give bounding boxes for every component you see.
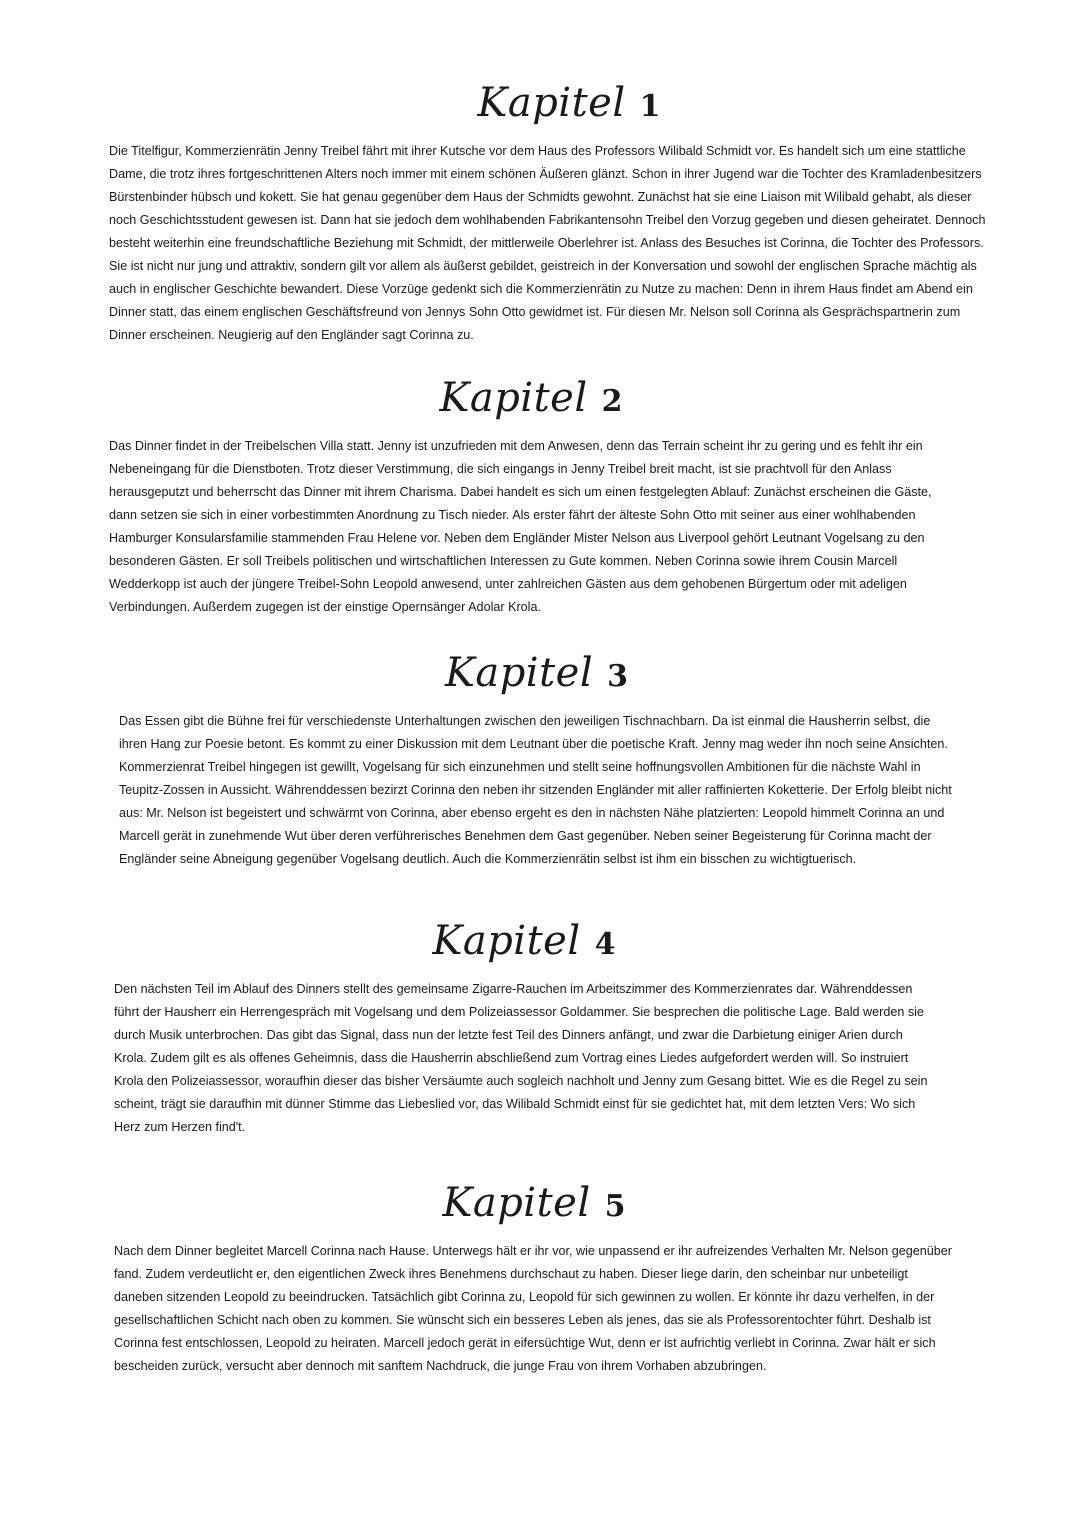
chapter-1 xyxy=(109,80,999,347)
chapter-1-text: Die Titelfigur, Kommerzienrätin Jenny Treibel fährt mit ihrer Kutsche vor dem Haus des Professors Wilibald Schmidt vor. Es handelt sich um eine stattliche Dame, die trotz ihres fortgeschrittenen Alters noch immer mit einem schönen Äußeren glänzt. Schon in ihrer Jugend war die Tochter des Kramladenbesitzers Bürstenbinder hübsch und kokett. Sie hat genau gegenüber dem Haus der Schmidts gewohnt. Zunächst hat sie eine Liaison mit Wilibald gehabt, als dieser noch Geschichtsstudent gewesen ist. Dann hat sie jedoch dem wohlhabenden Fabrikantensohn Treibel den Vorzug gegeben und diesen geheiratet. Dennoch besteht weiterhin eine freundschaftliche Beziehung mit Schmidt, der mittlerweile Oberlehrer ist. Anlass des Besuches ist Corinna, die Tochter des Professors. Sie ist nicht nur jung und attraktiv, sondern gilt vor allem als äußerst gebildet, geistreich in der Konversation und sowohl der englischen Sprache mächtig als auch in englischer Geschichte bewandert. Diese Vorzüge gedenkt sich die Kommerzienrätin zu Nutze zu machen: Denn in ihrem Haus findet am Abend ein Dinner statt, das einem englischen Geschäftsfreund von Jennys Sohn Otto gewidmet ist. Für diesen Mr. Nelson soll Corinna als Gesprächspartnerin zum Dinner erscheinen. Neugierig auf den Engländer sagt Corinna zu. xyxy=(109,144,986,342)
chapter-4-heading xyxy=(114,918,934,978)
chapter-heading-number: 2 xyxy=(601,384,623,419)
chapter-heading-word: Kapitel xyxy=(442,1180,591,1226)
chapter-4 xyxy=(114,918,934,1139)
chapter-heading-number: 1 xyxy=(639,89,661,124)
chapter-2 xyxy=(109,375,949,619)
chapter-5-heading xyxy=(114,1180,954,1240)
chapter-5 xyxy=(114,1180,954,1378)
chapter-heading-word: Kapitel xyxy=(477,80,626,126)
chapter-5-text: Nach dem Dinner begleitet Marcell Corinna nach Hause. Unterwegs hält er ihr vor, wie unpassend er ihr aufreizendes Verhalten Mr. Nelson gegenüber fand. Zudem verdeutlicht er, den eigentlichen Zweck ihres Benehmens durchschaut zu haben. Dieser liege darin, den scheinbar nur unbeteiligt daneben sitzenden Leopold zu beeindrucken. Tatsächlich gibt Corinna zu, Leopold für sich gewinnen zu wollen. Er könnte ihr dazu verhelfen, in der gesellschaftlichen Schicht nach oben zu kommen. Sie wünscht sich ein besseres Leben als jenes, das sie als Professorentochter führt. Deshalb ist Corinna fest entschlossen, Leopold zu heiraten. Marcell jedoch gerät in eifersüchtige Wut, denn er ist aufrichtig verliebt in Corinna. Zwar hält er sich bescheiden zurück, versucht aber dennoch mit sanftem Nachdruck, die junge Frau von ihrem Vorhaben abzubringen. xyxy=(114,1244,952,1373)
chapter-2-heading xyxy=(109,375,949,435)
chapter-2-text: Das Dinner findet in der Treibelschen Villa statt. Jenny ist unzufrieden mit dem Anwesen, denn das Terrain scheint ihr zu gering und es fehlt ihr ein Nebeneingang für die Dienstboten. Trotz dieser Verstimmung, die sich eingangs in Jenny Treibel breit macht, ist sie prachtvoll für den Anlass herausgeputzt und beherrscht das Dinner mit ihrem Charisma. Dabei handelt es sich um einen festgelegten Ablauf: Zunächst erscheinen die Gäste, dann setzen sie sich in einer vorbestimmten Anordnung zu Tisch nieder. Als erster fährt der älteste Sohn Otto mit seiner aus einer wohlhabenden Hamburger Konsularsfamilie stammenden Frau Helene vor. Neben dem Engländer Mister Nelson aus Liverpool gehört Leutnant Vogelsang zu den besonderen Gästen. Er soll Treibels politischen und wirtschaftlichen Interessen zu Gute kommen. Neben Corinna sowie ihrem Cousin Marcell Wedderkopp ist auch der jüngere Treibel-Sohn Leopold anwesend, unter zahlreichen Gästen aus dem gehobenen Bürgertum oder mit adeligen Verbindungen. Außerdem zugegen ist der einstige Opernsänger Adolar Krola. xyxy=(109,439,932,614)
chapter-heading-word: Kapitel xyxy=(444,650,594,696)
chapter-heading-word: Kapitel xyxy=(439,375,588,421)
chapter-3 xyxy=(119,650,954,871)
chapter-3-heading xyxy=(119,650,954,710)
chapter-heading-number: 4 xyxy=(594,927,616,962)
chapter-3-text: Das Essen gibt die Bühne frei für verschiedenste Unterhaltungen zwischen den jeweiligen Tischnachbarn. Da ist einmal die Hausherrin selbst, die ihren Hang zur Poesie betont. Es kommt zu einer Diskussion mit dem Leutnant über die poetische Kraft. Jenny mag weder ihn noch seine Ansichten. Kommerzienrat Treibel hingegen ist gewillt, Vogelsang für sich einzunehmen und stellt seine hoffnungsvollen Ambitionen für die nächste Wahl in Teupitz-Zossen in Aussicht. Währenddessen bezirzt Corinna den neben ihr sitzenden Engländer mit aller raffinierten Koketterie. Der Erfolg bleibt nicht aus: Mr. Nelson ist begeistert und schwärmt von Corinna, aber ebenso ergeht es den in nächsten Nähe platzierten: Leopold himmelt Corinna an und Marcell gerät in zunehmende Wut über deren verführerisches Benehmen dem Gast gegenüber. Neben seiner Begeisterung für Corinna macht der Engländer seine Abneigung gegenüber Vogelsang deutlich. Auch die Kommerzienrätin selbst ist ihm ein bisschen zu wichtigtuerisch. xyxy=(119,714,952,866)
chapter-heading-number: 3 xyxy=(607,659,629,694)
chapter-heading-number: 5 xyxy=(604,1189,626,1224)
chapter-heading-word: Kapitel xyxy=(432,918,581,964)
chapter-4-text: Den nächsten Teil im Ablauf des Dinners stellt des gemeinsame Zigarre-Rauchen im Arbeitszimmer des Kommerzienrates dar. Währenddessen führt der Hausherr ein Herrengespräch mit Vogelsang und dem Polizeiassessor Goldammer. Sie besprechen die politische Lage. Bald werden sie durch Musik unterbrochen. Das gibt das Signal, dass nun der letzte fest Teil des Dinners anfängt, und zwar die Darbietung einiger Arien durch Krola. Zudem gilt es als offenes Geheimnis, dass die Hausherrin abschließend zum Vortrag eines Liedes aufgefordert werden will. So instruiert Krola den Polizeiassessor, woraufhin dieser das bisher Versäumte auch sogleich nachholt und Jenny zum Gesang bittet. Wie es die Regel zu sein scheint, trägt sie daraufhin mit dünner Stimme das Liebeslied vor, das Wilibald Schmidt einst für sie gedichtet hat, mit dem letzten Vers: Wo sich Herz zum Herzen find't. xyxy=(114,982,928,1134)
chapter-1-heading xyxy=(109,80,999,140)
